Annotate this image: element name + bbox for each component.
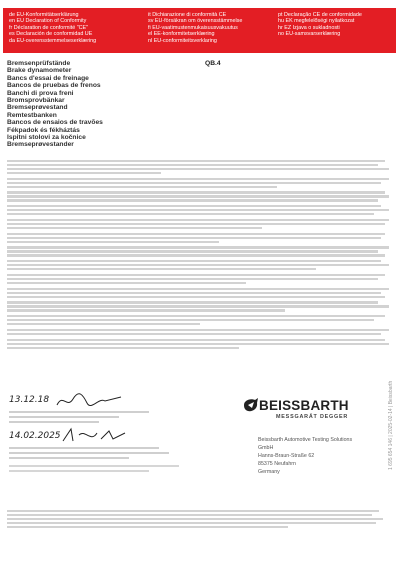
banner-line: nl EU-conformiteitsverklaring — [148, 37, 217, 44]
handwritten-signature-2 — [61, 425, 141, 447]
product-title: Bancos de pruebas de frenos — [7, 82, 101, 90]
product-title: Remtestbanken — [7, 111, 57, 119]
footer-text — [7, 510, 387, 530]
paragraph — [7, 233, 393, 243]
handwritten-signature-1 — [55, 391, 125, 411]
banner-line: it Dichiarazione di conformità CE — [148, 12, 227, 18]
banner-line: pt Declaração CE de conformidade — [278, 12, 362, 18]
signature-date-1: 13.12.18 — [9, 395, 50, 405]
paragraph — [7, 274, 393, 284]
paragraph — [7, 339, 393, 349]
product-titles — [7, 60, 103, 149]
company-address — [258, 436, 352, 476]
product-title: Fékpadok és fékháztás — [7, 126, 80, 134]
banner-line: fr Déclaration de conformité "CE" — [9, 24, 89, 31]
product-title: Bremsenprüfstände — [7, 60, 71, 67]
paragraph — [7, 205, 393, 215]
banner-line: hr EZ Izjava o sukladnosti — [278, 24, 340, 31]
company-logo-subtitle: MESSGARÄT DEGGER — [276, 414, 349, 420]
banner-line: da EU-overensstemmelseserklæring — [9, 37, 97, 44]
banner-line: fi EU-vaatimustenmukaisuusvakuutus — [148, 24, 238, 31]
model-number: QB.4 — [205, 60, 221, 67]
paragraph — [7, 288, 393, 298]
banner-line: hu EK megfelelőségi nyilatkozat — [278, 18, 355, 25]
product-title: Bremseprøvestand — [7, 104, 68, 112]
paragraph — [7, 246, 393, 256]
paragraph — [7, 219, 393, 229]
product-title: Bromsprovbänkar — [7, 97, 65, 105]
product-title: Banchi di prova freni — [7, 89, 74, 97]
paragraph — [7, 260, 393, 270]
declaration-banner — [3, 8, 396, 53]
address-line: Germany — [258, 469, 280, 475]
company-logo-text: BEISSBARTH — [259, 398, 349, 413]
banner-line: es Declaración de conformidad UE — [9, 31, 93, 38]
paragraph — [7, 160, 393, 174]
product-title: Ispitni stolovi za kočnice — [7, 134, 86, 142]
banner-line: el EE-konformitetserklæring — [148, 31, 215, 38]
paragraph — [7, 301, 393, 311]
banner-column-3 — [278, 12, 362, 38]
banner-line: sv EU-försäkran om överensstämmelse — [148, 18, 243, 25]
address-line: 85375 Neufahrn — [258, 461, 296, 467]
banner-line: de EU-Konformitätserklärung — [9, 12, 79, 18]
address-line: Beissbarth Automotive Testing Solutions — [258, 437, 353, 443]
banner-column-1 — [9, 12, 96, 44]
product-title: Brake dynamometer — [7, 67, 72, 75]
document-code: 1 695 654 146 | 2025-02-14 | Beissbarth — [388, 380, 394, 470]
paragraph — [7, 178, 393, 188]
signature-block — [7, 395, 197, 505]
paragraph — [7, 329, 393, 335]
beissbarth-logo-icon — [243, 397, 259, 413]
product-title: Bremseprøvestander — [7, 141, 74, 149]
paragraph — [7, 191, 393, 201]
product-title: Bancs d'essai de freinage — [7, 74, 89, 82]
banner-line: no EU-samsvarserklæring — [278, 31, 341, 38]
address-line: GmbH — [258, 445, 274, 451]
paragraph — [7, 315, 393, 325]
banner-column-2 — [148, 12, 242, 44]
address-line: Hanns-Braun-Straße 62 — [258, 453, 315, 459]
signature-date-2: 14.02.2025 — [9, 431, 61, 441]
declaration-body-text — [7, 160, 393, 353]
product-title: Bancos de ensaios de travões — [7, 119, 103, 127]
banner-line: en EU Declaration of Conformity — [9, 18, 87, 25]
